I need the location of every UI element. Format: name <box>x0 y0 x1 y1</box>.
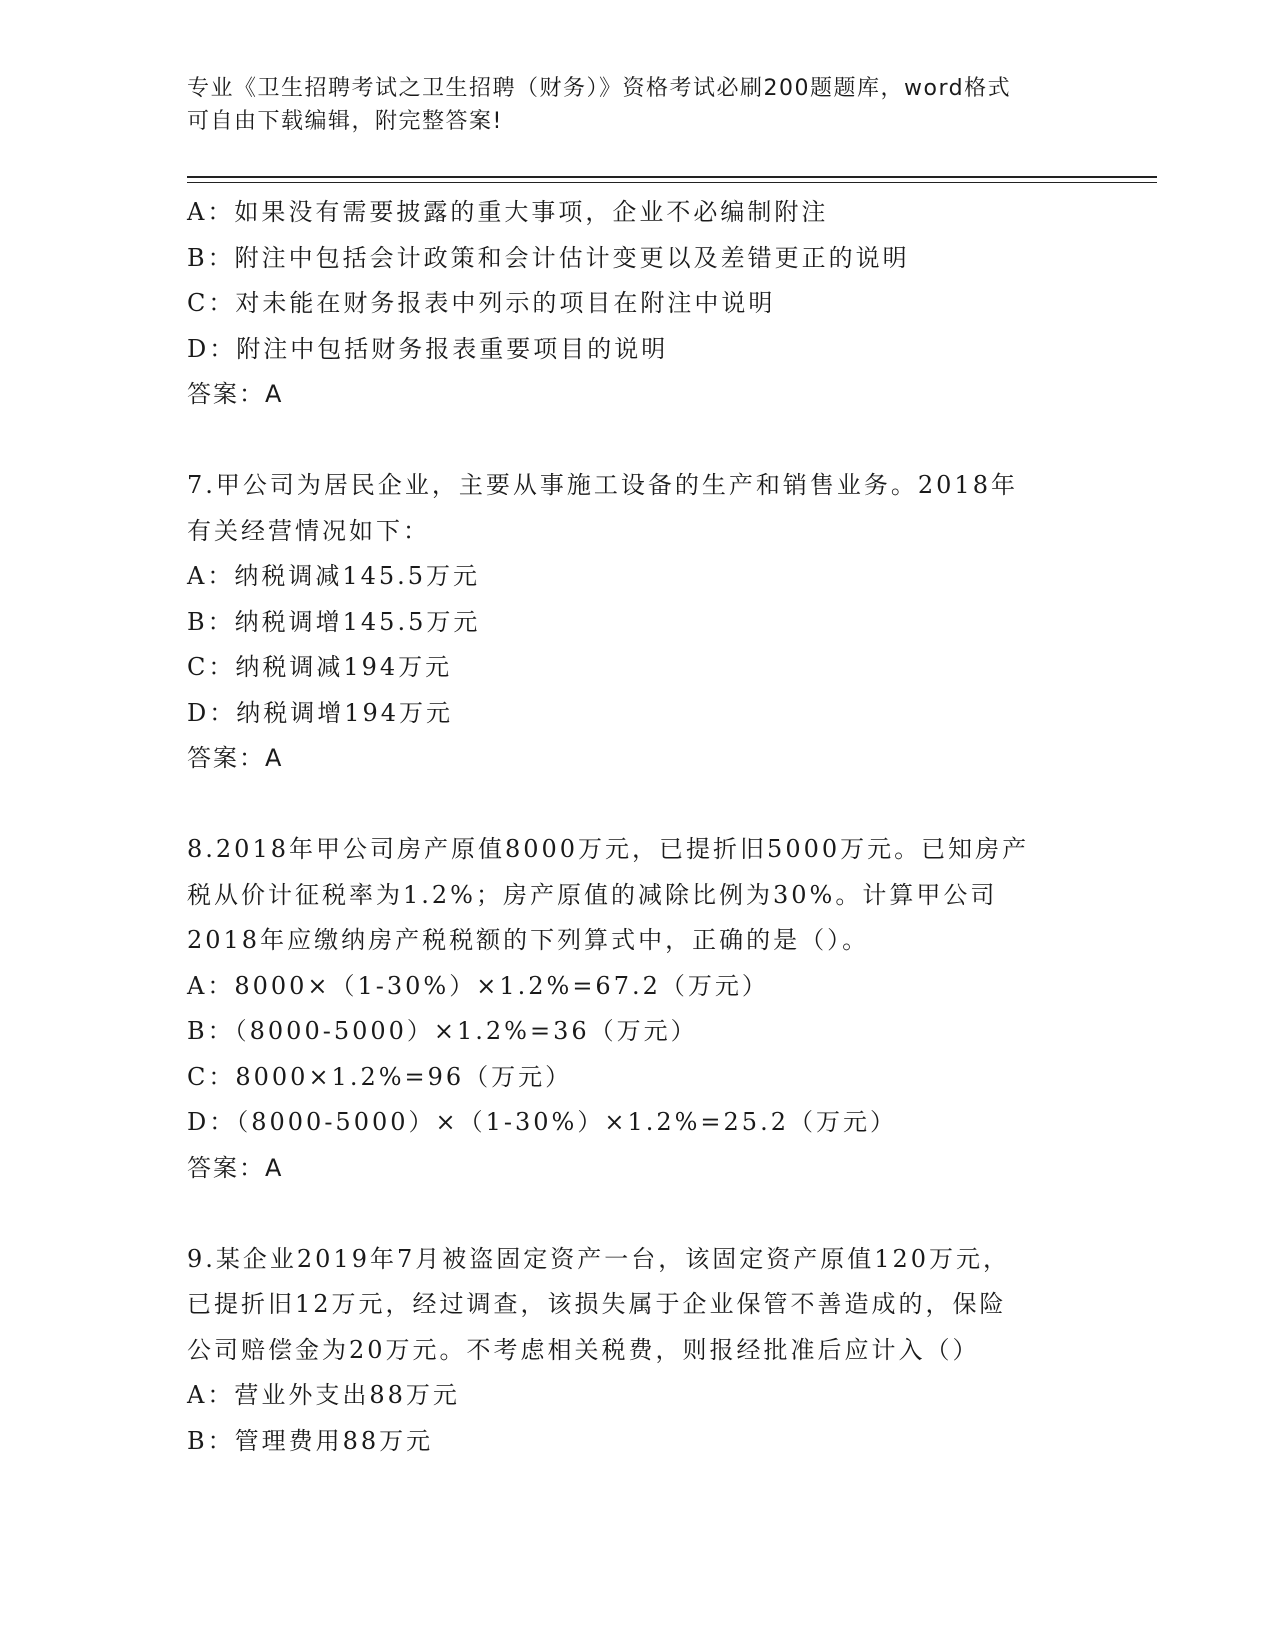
question-6 <box>187 190 1087 418</box>
option-a: A：8000×（1-30%）×1.2%=67.2（万元） <box>187 971 769 1000</box>
option-a: A：纳税调减145.5万元 <box>187 562 481 590</box>
question-list <box>187 190 1087 1464</box>
option-c: C：8000×1.2%=96（万元） <box>187 1062 573 1091</box>
option-d: D：纳税调增194万元 <box>187 698 454 727</box>
question-stem-line: 税从价计征税率为1.2%；房产原值的减除比例为30%。计算甲公司 <box>187 880 998 909</box>
question-stem-line: 公司赔偿金为20万元。不考虑相关税费，则报经批准后应计入（） <box>187 1335 980 1364</box>
answer: 答案：A <box>187 744 284 772</box>
option-b: B：（8000-5000）×1.2%=36（万元） <box>187 1017 698 1045</box>
option-d: D：附注中包括财务报表重要项目的说明 <box>187 334 669 363</box>
question-stem-line: 有关经营情况如下： <box>187 516 430 545</box>
option-a: A：如果没有需要披露的重大事项，企业不必编制附注 <box>187 198 829 226</box>
header-line-2: 可自由下载编辑，附完整答案! <box>187 109 503 134</box>
question-8 <box>187 827 1087 1191</box>
question-stem-line: 9.某企业2019年7月被盗固定资产一台，该固定资产原值120万元， <box>187 1244 1011 1273</box>
header-rule-thin <box>187 182 1157 183</box>
header-rule-thick <box>187 176 1157 178</box>
option-d: D：（8000-5000）×（1-30%）×1.2%=25.2（万元） <box>187 1108 897 1136</box>
answer: 答案：A <box>187 1153 284 1182</box>
question-9 <box>187 1237 1087 1465</box>
answer: 答案：A <box>187 380 284 408</box>
option-b: B：纳税调增145.5万元 <box>187 607 481 636</box>
option-c: C：对未能在财务报表中列示的项目在附注中说明 <box>187 289 776 317</box>
question-stem-line: 7.甲公司为居民企业，主要从事施工设备的生产和销售业务。2018年 <box>187 471 1018 499</box>
document-header <box>187 72 1067 138</box>
option-c: C：纳税调减194万元 <box>187 653 453 681</box>
option-a: A：营业外支出88万元 <box>187 1381 460 1409</box>
option-b: B：附注中包括会计政策和会计估计变更以及差错更正的说明 <box>187 243 910 272</box>
question-stem-line: 2018年应缴纳房产税税额的下列算式中，正确的是（）。 <box>187 926 870 954</box>
question-7 <box>187 463 1087 782</box>
question-stem-line: 8.2018年甲公司房产原值8000万元，已提折旧5000万元。已知房产 <box>187 835 1030 863</box>
question-stem-line: 已提折旧12万元，经过调查，该损失属于企业保管不善造成的，保险 <box>187 1290 1007 1318</box>
option-b: B：管理费用88万元 <box>187 1426 434 1455</box>
header-line-1: 专业《卫生招聘考试之卫生招聘（财务）》资格考试必刷200题题库，word格式 <box>187 76 1012 101</box>
